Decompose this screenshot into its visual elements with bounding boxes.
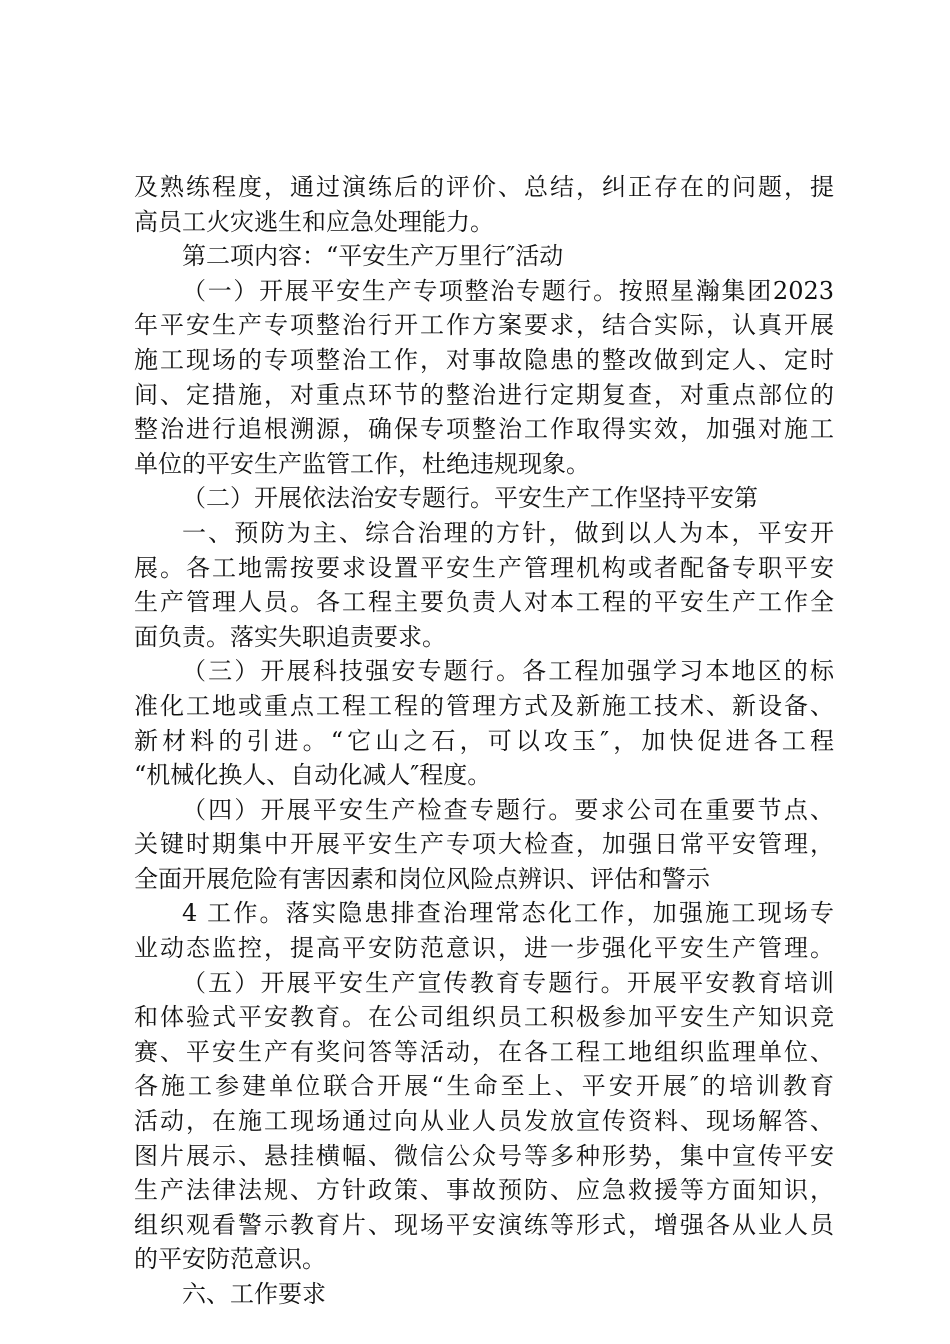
text-line: 全面开展危险有害因素和岗位风险点辨识、评估和警示 — [134, 864, 710, 893]
text-line: （二）开展依法治安专题行。平安生产工作坚持平安第 — [182, 484, 758, 513]
text-line: 组织观看警示教育片、现场平安演练等形式，增强各从业人员 — [134, 1210, 834, 1239]
text-line: 和体验式平安教育。在公司组织员工积极参加平安生产知识竞 — [134, 1003, 834, 1032]
text-line: 业动态监控，提高平安防范意识，进一步强化平安生产管理。 — [134, 934, 834, 963]
section-heading: 六、工作要求 — [182, 1280, 326, 1308]
text-line: 关键时期集中开展平安生产专项大检查，加强日常平安管理， — [134, 830, 834, 859]
text-line: 年平安生产专项整治行开工作方案要求，结合实际，认真开展 — [134, 311, 834, 340]
text-line: 准化工地或重点工程工程的管理方式及新施工技术、新设备、 — [134, 691, 834, 720]
text-line: 各施工参建单位联合开展“生命至上、平安开展″的培训教育 — [134, 1072, 834, 1101]
text-line: 生产管理人员。各工程主要负责人对本工程的平安生产工作全 — [134, 588, 834, 617]
text-line: 整治进行追根溯源，确保专项整治工作取得实效，加强对施工 — [134, 415, 834, 444]
text-line: 活动，在施工现场通过向从业人员发放宣传资料、现场解答、 — [134, 1107, 834, 1136]
text-line: 赛、平安生产有奖问答等活动，在各工程工地组织监理单位、 — [134, 1037, 834, 1066]
text-line: （四）开展平安生产检查专题行。要求公司在重要节点、 — [182, 795, 834, 824]
text-line: 图片展示、悬挂横幅、微信公众号等多种形势，集中宣传平安 — [134, 1141, 834, 1170]
document-body — [134, 170, 834, 1312]
text-line: 生产法律法规、方针政策、事故预防、应急救援等方面知识， — [134, 1176, 834, 1205]
text-line: 面负责。落实失职追责要求。 — [134, 622, 446, 651]
section-heading: 第二项内容：“平安生产万里行″活动 — [182, 242, 564, 271]
text-line: 展。各工地需按要求设置平安生产管理机构或者配备专职平安 — [134, 553, 834, 582]
text-line: （三）开展科技强安专题行。各工程加强学习本地区的标 — [182, 657, 834, 686]
text-line: 及熟练程度，通过演练后的评价、总结，纠正存在的问题，提 — [134, 173, 834, 201]
text-line: 的平安防范意识。 — [134, 1245, 326, 1274]
text-line: 新材料的引进。“它山之石，可以攻玉″，加快促进各工程 — [134, 726, 834, 755]
text-line: （一）开展平安生产专项整治专题行。按照星瀚集团2023 — [182, 276, 834, 305]
text-line: “机械化换人、自动化减人″程度。 — [134, 761, 492, 790]
text-line: 一、预防为主、综合治理的方针，做到以人为本，平安开 — [182, 518, 834, 547]
text-line: 单位的平安生产监管工作，杜绝违规现象。 — [134, 449, 590, 478]
text-line: 施工现场的专项整治工作，对事故隐患的整改做到定人、定时 — [134, 345, 834, 374]
text-line: 4 工作。落实隐患排查治理常态化工作，加强施工现场专 — [182, 899, 834, 928]
text-line: 间、定措施，对重点环节的整治进行定期复查，对重点部位的 — [134, 380, 834, 409]
text-line: （五）开展平安生产宣传教育专题行。开展平安教育培训 — [182, 968, 834, 997]
text-line: 高员工火灾逃生和应急处理能力。 — [134, 207, 494, 236]
